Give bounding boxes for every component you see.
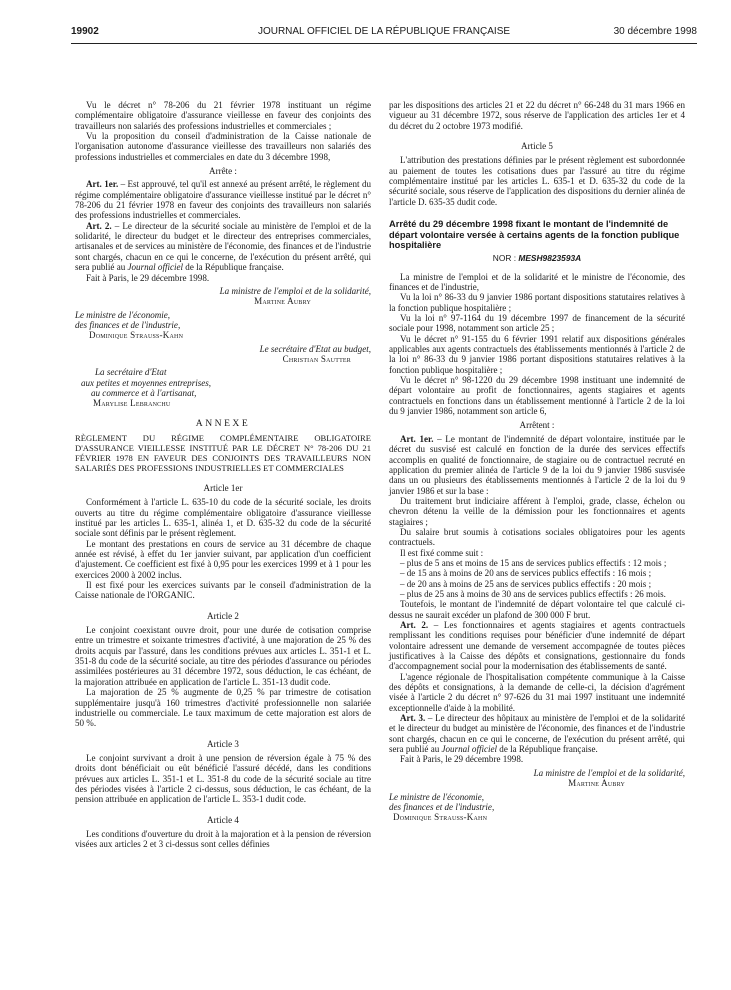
signatory-title: La secrétaire d'Etat — [95, 367, 167, 378]
paragraph: Du salaire brut soumis à cotisations sociales obligatoires pour les agents contractuels. — [389, 526, 685, 548]
article-3: Art. 3. – Le directeur des hôpitaux au ministère de l'emploi et de la solidarité et le directeur du budget au ministère de l'économie, des finances et de l'industrie sont chargés, chacun en ce qui le concerne, de l'exécution du présent arrêté, qui sera publié au Journal officiel de la République française. — [389, 713, 685, 755]
article-2: Art. 2. – Le directeur de la sécurité sociale au ministère de l'emploi et de la solidarité, le directeur du budget et le directeur des entreprises commerciales, artisanales et de services au ministère de l'économie, des finances et de l'industrie sont chargés, chacun en ce qui le concerne, de l'exécution du présent arrêté, qui sera publié au Journal officiel de la République française. — [75, 220, 371, 273]
paragraph: La ministre de l'emploi et de la solidarité et le ministre de l'économie, des finances et de l'industrie, — [389, 271, 685, 292]
paragraph: Vu la loi n° 97-1164 du 19 décembre 1997 de financement de la sécurité sociale pour 1998, notamment son article 25 ; — [389, 313, 685, 334]
right-column — [389, 100, 685, 823]
article-heading: Article 3 — [207, 738, 239, 749]
signatory-title: des finances et de l'industrie, — [75, 319, 181, 330]
paragraph: Conformément à l'article L. 635-10 du code de la sécurité sociale, les droits ouverts au titre du régime complémentaire obligatoire d'assurance vieillesse institué par les articles L. 635-1, alinéa 1, et D. 635-32 du code de la sécurité sociale sont définis par le présent règlement. — [75, 497, 371, 539]
paragraph: Le conjoint coexistant ouvre droit, pour une durée de cotisation comprise entre un trimestre et soixante trimestres d'activité, à une majoration de 25 % des droits acquis par l'assuré, dans les conditions prévues aux articles L. 351-1 et L. 351-8 du code de la sécurité sociale, au titre des périodes d'assurance ou périodes assimilées postérieures au 31 décembre 1972, sous déduction, le cas échéant, de la majoration attribuée en application de l'article L. 351-13 dudit code. — [75, 625, 371, 687]
paragraph: Le montant des prestations en cours de service au 31 décembre de chaque année est révisé, à effet du 1er janvier suivant, par application d'un coefficient d'ajustement. Ce coefficient est fixé à 0,95 pour les exercices 1999 et à 1 pour les exercices 2000 à 2002 inclus. — [75, 538, 371, 580]
article-heading: Article 5 — [521, 141, 553, 152]
paragraph: Vu la proposition du conseil d'administration de la Caisse nationale de l'organisation autonome d'assurance vieillesse des travailleurs non salariés des professions industrielles et commerciales en date du 3 décembre 1998, — [75, 131, 371, 162]
article-label: Art. 2. — [400, 620, 429, 630]
article-label: Art. 1er. — [86, 179, 119, 190]
signatory-title: au commerce et à l'artisanat, — [91, 387, 197, 398]
list-item: – plus de 25 ans à moins de 30 ans de services publics effectifs : 26 mois. — [400, 588, 666, 599]
paragraph: L'attribution des prestations définies par le présent règlement est subordonnée au paiement de toutes les cotisations dues par l'assuré au titre du régime complémentaire institué par les articles L. 635-1 et D. 635-32 du code de la sécurité sociale, sous réserve de l'application des dispositions du dernier alinéa de l'article D. 635-35 dudit code. — [389, 155, 685, 207]
paragraph: Il est fixé comme suit : — [400, 547, 484, 558]
list-item: – plus de 5 ans et moins de 15 ans de services publics effectifs : 12 mois ; — [400, 557, 667, 568]
signatory-name: Dominique Strauss-Kahn — [393, 812, 488, 823]
signatory-name: Martine Aubry — [254, 296, 311, 307]
left-column — [75, 100, 371, 850]
paragraph: Toutefois, le montant de l'indemnité de départ volontaire tel que calculé ci-dessus ne saurait excéder un plafond de 300 000 F brut. — [389, 599, 685, 620]
signatory-name: Martine Aubry — [568, 778, 625, 789]
signatory-name: Dominique Strauss-Kahn — [89, 330, 184, 341]
article-1: Art. 1er. – Est approuvé, tel qu'il est annexé au présent arrêté, le règlement du régime complémentaire obligatoire d'assurance vieillesse institué par le décret n° 78-206 du 21 février 1978 en faveur des conjoints des travailleurs non salariés des professions industrielles et commerciales. — [75, 179, 371, 221]
paragraph: Vu le décret n° 98-1220 du 29 décembre 1998 instituant une indemnité de départ volontaire au profit de fonctionnaires, agents stagiaires et agents contractuels en fonctions dans un établissement mentionné à l'article 2 de la loi du 9 janvier 1986, notamment son article 6, — [389, 375, 685, 417]
paragraph: par les dispositions des articles 21 et 22 du décret n° 66-248 du 31 mars 1966 en vigueur au 31 décembre 1972, sous réserve de l'application des articles 1er et 4 du décret du 2 octobre 1973 modifié. — [389, 100, 685, 131]
decree-title: Arrêté du 29 décembre 1998 fixant le montant de l'indemnité de départ volontaire versée à certains agents de la fonction publique hospitalière — [389, 219, 680, 250]
journal-title: JOURNAL OFFICIEL DE LA RÉPUBLIQUE FRANÇAISE — [257, 26, 511, 37]
article-heading: Article 1er — [203, 482, 243, 493]
reglement-title: RÈGLEMENT DU RÉGIME COMPLÉMENTAIRE OBLIGATOIRE D'ASSURANCE VIEILLESSE INSTITUÉ PAR LE DÉCRET N° 78-206 DU 21 FÉVRIER 1978 EN FAVEUR DES CONJOINTS DES TRAVAILLEURS NON SALARIÉS DES PROFESSIONS INDUSTRIELLES ET COMMERCIALES — [75, 432, 371, 473]
signatory-name: Marylise Lebranchu — [93, 398, 171, 409]
nor-reference: NOR : MESH9823593A — [492, 253, 582, 264]
annexe-heading: ANNEXE — [195, 417, 251, 429]
article-1: Art. 1er. – Le montant de l'indemnité de départ volontaire, instituée par le décret du susvisé est calculé en fonction de la durée des services effectifs accomplis en qualité de fonctionnaire, de stagiaire ou de contractuel recruté en application du premier alinéa de l'article 9 de la loi du 9 janvier 1986 susvisée dans un ou plusieurs des établissements mentionnés à l'article 2 de la loi du 9 janvier 1986 et sur la base : — [389, 433, 685, 496]
paragraph: Vu le décret n° 91-155 du 6 février 1991 relatif aux dispositions générales applicables aux agents contractuels des établissements mentionnés à l'article 2 de la loi n° 86-33 du 9 janvier 1986 portant dispositions statutaires relatives à la fonction publique hospitalière ; — [389, 333, 685, 375]
article-2: Art. 2. – Les fonctionnaires et agents stagiaires et agents contractuels remplissant les conditions requises pour bénéficier d'une indemnité de départ volontaire adressent une demande de versement accompagnée de toutes pièces justificatives à la Caisse des dépôts et consignations, gestionnaire du fonds d'accompagnement social pour la modernisation des établissements de santé. — [389, 620, 685, 672]
signatory-title: La ministre de l'emploi et de la solidarité, — [533, 767, 685, 778]
paragraph: L'agence régionale de l'hospitalisation compétente communique à la Caisse des dépôts et consignations, à la demande de celle-ci, la décision d'agrément visée à l'article 2 du décret n° 97-626 du 31 mai 1997 instituant une indemnité exceptionnelle d'aide à la mobilité. — [389, 671, 685, 713]
article-label: Art. 1er. — [400, 433, 434, 444]
article-label: Art. 2. — [86, 220, 112, 231]
signatory-title: aux petites et moyennes entreprises, — [81, 377, 212, 388]
arretent-heading: Arrêtent : — [519, 420, 555, 431]
list-item: – de 20 ans à moins de 25 ans de services publics effectifs : 20 mois ; — [400, 578, 652, 589]
header-rule — [71, 43, 697, 44]
paragraph: Le conjoint survivant a droit à une pension de réversion égale à 75 % des droits dont bénéficiait ou eût bénéficié l'assuré décédé, dans les conditions prévues aux articles L. 351-1 et L. 351-8 du code de la sécurité sociale au titre des périodes visées à l'article 2 ci-dessus, sous déduction, le cas échéant, de la pension attribuée en application de l'article L. 353-1 dudit code. — [75, 752, 371, 805]
signatory-title: Le secrétaire d'Etat au budget, — [259, 343, 371, 354]
signatory-title: La ministre de l'emploi et de la solidarité, — [219, 285, 371, 296]
paragraph: Vu le décret n° 78-206 du 21 février 1978 instituant un régime complémentaire obligatoire d'assurance vieillesse en faveur des conjoints des travailleurs non salariés des professions industrielles et commerciales ; — [75, 100, 371, 131]
signatory-name: Christian Sautter — [282, 353, 351, 364]
list-item: – de 15 ans à moins de 20 ans de services publics effectifs : 16 mois ; — [400, 568, 652, 579]
paragraph: Les conditions d'ouverture du droit à la majoration et à la pension de réversion visées aux articles 2 et 3 ci-dessus sont celles définies — [75, 828, 371, 850]
article-label: Art. 3. — [400, 713, 426, 724]
signatory-title: des finances et de l'industrie, — [389, 801, 495, 812]
date-line: Fait à Paris, le 29 décembre 1998. — [86, 272, 210, 283]
paragraph: Il est fixé pour les exercices suivants par le conseil d'administration de la Caisse nationale de l'ORGANIC. — [75, 580, 371, 601]
page-header — [71, 26, 697, 42]
issue-date: 30 décembre 1998 — [613, 26, 697, 37]
paragraph: La majoration de 25 % augmente de 0,25 % par trimestre de cotisation supplémentaire jusqu'à 160 trimestres d'activité professionnelle non salariée industrielle ou commerciale. Le taux maximum de cette majoration est alors de 50 %. — [75, 687, 371, 729]
paragraph: Du traitement brut indiciaire afférent à l'emploi, grade, classe, échelon ou chevron détenu la veille de la démission pour les fonctionnaires et agents stagiaires ; — [389, 495, 685, 527]
arrete-heading: Arrête : — [209, 166, 237, 177]
signatory-title: Le ministre de l'économie, — [389, 791, 485, 802]
signatory-title: Le ministre de l'économie, — [75, 309, 171, 320]
article-heading: Article 2 — [207, 610, 239, 621]
article-heading: Article 4 — [207, 814, 239, 825]
paragraph: Vu la loi n° 86-33 du 9 janvier 1986 portant dispositions statutaires relatives à la fonction publique hospitalière ; — [389, 292, 685, 313]
page-number: 19902 — [71, 26, 99, 37]
date-line: Fait à Paris, le 29 décembre 1998. — [400, 754, 524, 765]
